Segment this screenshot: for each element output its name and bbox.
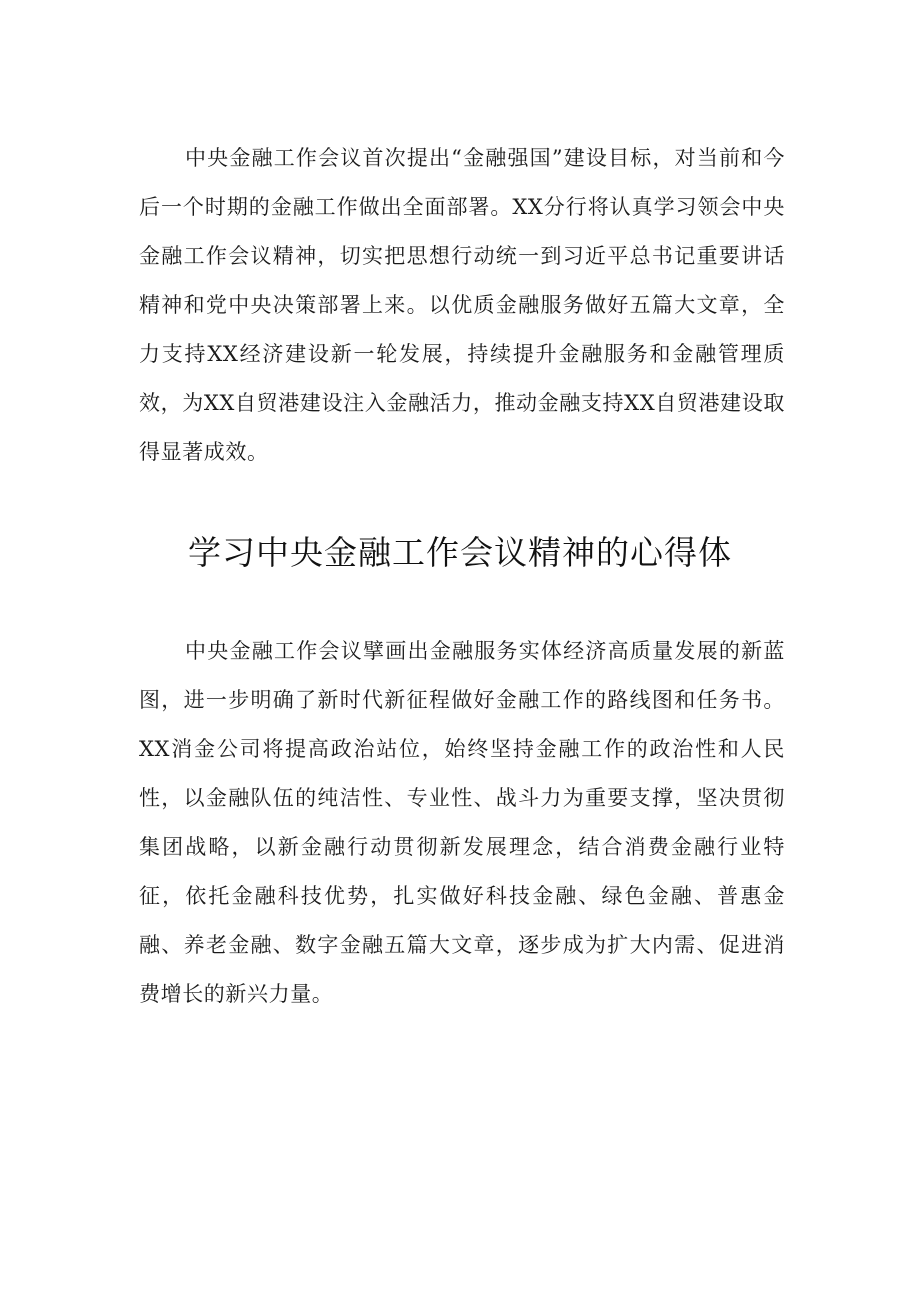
body-paragraph-1: 中央金融工作会议首次提出“金融强国”建设目标，对当前和今后一个时期的金融工作做出全面部署。XX分行将认真学习领会中央金融工作会议精神，切实把思想行动统一到习近平总书记重要讲话精神和党中央决策部署上来。以优质金融服务做好五篇大文章，全力支持XX经济建设新一轮发展，持续提升金融服务和金融管理质效，为XX自贸港建设注入金融活力，推动金融支持XX自贸港建设取得显著成效。 — [139, 146, 785, 464]
body-paragraph-2: 中央金融工作会议擘画出金融服务实体经济高质量发展的新蓝图，进一步明确了新时代新征程做好金融工作的路线图和任务书。XX消金公司将提高政治站位，始终坚持金融工作的政治性和人民性，以金融队伍的纯洁性、专业性、战斗力为重要支撑，坚决贯彻集团战略，以新金融行动贯彻新发展理念，结合消费金融行业特征，依托金融科技优势，扎实做好科技金融、绿色金融、普惠金融、养老金融、数字金融五篇大文章，逐步成为扩大内需、促进消费增长的新兴力量。 — [139, 639, 785, 1006]
section-heading: 学习中央金融工作会议精神的心得体 — [188, 533, 732, 572]
